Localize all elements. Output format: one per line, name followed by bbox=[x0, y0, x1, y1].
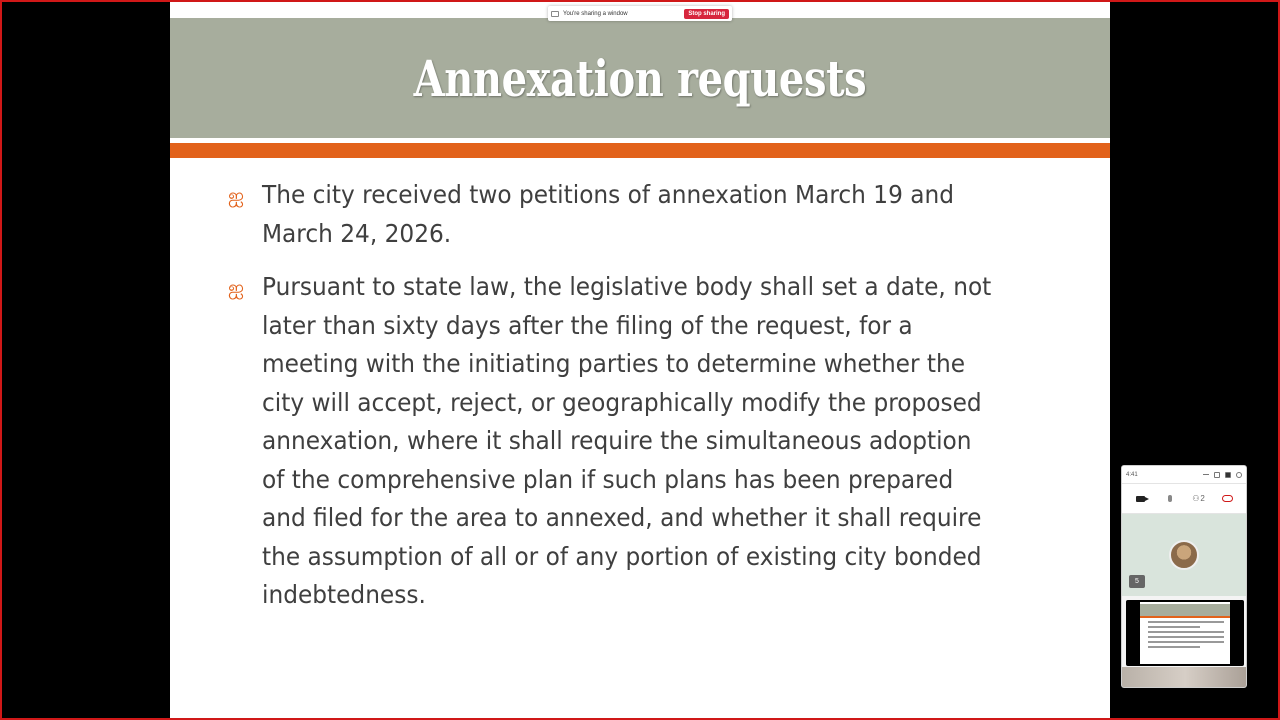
slide-accent-bar bbox=[170, 143, 1110, 158]
presentation-slide bbox=[170, 0, 1110, 720]
bullet-text: Pursuant to state law, the legislative body shall set a date, not later than sixty days after the filing of the request, for a meeting with the initiating parties to determine whether the city will accept, reject, or geographically modify the proposed annexation, where it shall require the simultaneous adoption of the comprehensive plan if such plans has been prepared and filed for the area to annexed, and whether it shall require the assumption of all or of any portion of existing city bonded indebtedness. bbox=[262, 272, 992, 609]
bullet-item bbox=[226, 176, 1056, 253]
camera-button[interactable] bbox=[1134, 492, 1148, 506]
mini-window-time: 4:41 bbox=[1126, 471, 1138, 478]
participants-count: 2 bbox=[1200, 494, 1205, 503]
settings-icon[interactable] bbox=[1236, 472, 1242, 478]
microphone-icon bbox=[1168, 495, 1172, 502]
slide-thumbnail bbox=[1140, 602, 1230, 664]
leave-button[interactable] bbox=[1221, 492, 1235, 506]
popout-icon[interactable] bbox=[1225, 472, 1231, 478]
people-icon: ⚇ bbox=[1192, 494, 1200, 503]
slide-title: Annexation requests bbox=[413, 48, 867, 108]
slide-header bbox=[170, 18, 1110, 138]
pinned-badge: 5 bbox=[1129, 575, 1145, 588]
shared-screen-thumbnail[interactable] bbox=[1126, 600, 1244, 666]
bullet-icon: ஐ bbox=[228, 183, 245, 207]
sharing-status-text: You're sharing a window bbox=[563, 10, 628, 17]
avatar bbox=[1169, 540, 1199, 570]
microphone-button[interactable] bbox=[1163, 492, 1177, 506]
participant-video-tile[interactable] bbox=[1122, 514, 1246, 596]
minimize-icon[interactable] bbox=[1203, 474, 1209, 475]
slide-body bbox=[226, 176, 1056, 630]
participants-button[interactable] bbox=[1192, 492, 1206, 506]
bullet-item bbox=[226, 268, 1056, 615]
bullet-text: The city received two petitions of annexation March 19 and March 24, 2026. bbox=[262, 180, 955, 248]
maximize-icon[interactable] bbox=[1214, 472, 1220, 478]
leave-icon bbox=[1222, 495, 1233, 502]
stop-sharing-button[interactable]: Stop sharing bbox=[684, 9, 729, 19]
camera-icon bbox=[1136, 496, 1145, 502]
mini-window-titlebar bbox=[1122, 466, 1246, 484]
bullet-icon: ஐ bbox=[228, 275, 245, 299]
meeting-mini-window bbox=[1121, 465, 1247, 688]
window-share-icon bbox=[551, 11, 559, 17]
mini-window-footer bbox=[1122, 667, 1247, 687]
sharing-banner bbox=[548, 6, 732, 21]
mini-window-toolbar bbox=[1122, 484, 1246, 514]
